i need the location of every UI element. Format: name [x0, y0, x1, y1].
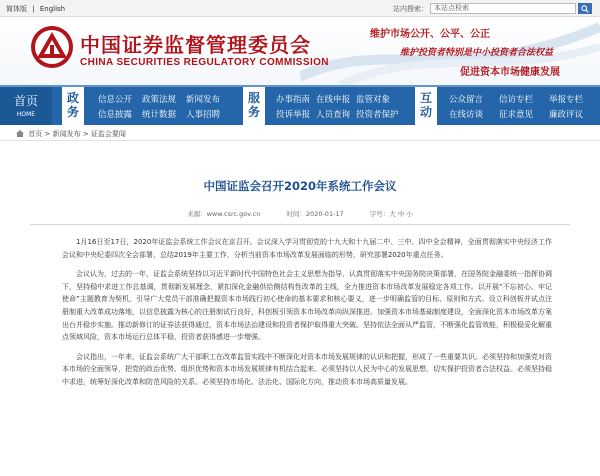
nav-link-petition[interactable]: 信访专栏 — [499, 95, 534, 105]
nav-link-news[interactable]: 新闻发布 — [186, 95, 221, 105]
nav-link-integrity[interactable]: 廉政评议 — [549, 110, 584, 120]
nav-link-policy[interactable]: 政策法规 — [142, 95, 177, 105]
search-input[interactable]: 本站点检索 — [430, 3, 576, 14]
article-paragraph: 1月16日至17日，2020年证监会系统工作会议在京召开。会议深入学习贯彻党的十九大和十九届二中、三中、四中全会精神，全面贯彻落实中央经济工作会议和中央纪委四次全会部署，总结2019年主要工作，分析当前资本市场改革发展面临的形势，研究部署2020年重点任务。 — [62, 238, 552, 259]
article-source: 来源：www.csrc.gov.cn — [187, 210, 261, 218]
main-nav — [0, 85, 600, 125]
nav-link-statistics[interactable]: 统计数据 — [142, 110, 177, 120]
top-bar — [0, 0, 600, 17]
article-paragraph: 会议认为，过去的一年，证监会系统坚持以习近平新时代中国特色社会主义思想为指导，认真贯彻落实中央国务院决策部署，在国务院金融委统一指挥协调下，坚持稳中求进工作总基调，贯彻新发展理念，紧扣深化金融供给侧结构性改革的主线，全力推进资本市场改革发展稳定各项工作。以开展“不忘初心、牢记使命”主题教育为契机，引导广大党员干部准确把握资本市场践行初心使命的基本要求和核心要义，进一步明确监管的目标、原则和方式。设立科创板并试点注册制重大改革成功落地，以信息披露为核心的注册制试行良好，科创板引领资本市场改革向纵深推进。加强资本市场基础制度建设，全面深化资本市场改革方案出台并稳步实施。推动新修订的证券法获得通过，资本市场法治建设和投资者保护取得重大突破。坚持依法全面从严监管，不断强化监管效能，积极稳妥化解重点领域风险，资本市场运行总体平稳，投资者获得感进一步增强。 — [62, 270, 552, 342]
search-icon — [581, 5, 589, 13]
article-paragraph: 会议指出，一年来，证监会系统广大干部职工在改革监管实践中不断深化对资本市场发展规律的认识和把握，形成了一些重要共识。必须坚持和加强党对资本市场的全面领导，把党的政治优势、组织优势和资本市场发展规律有机结合起来。必须坚持以人民为中心的发展思想，切实保护投资者合法权益。必须坚持稳中求进，统筹好深化改革和防范风险的关系。必须坚持市场化、法治化、国际化方向，推动资本市场高质量发展。 — [62, 352, 552, 386]
nav-link-report[interactable]: 举报专栏 — [549, 95, 584, 105]
nav-link-recruitment[interactable]: 人事招聘 — [186, 110, 221, 120]
site-header — [0, 17, 600, 85]
article-body — [62, 236, 552, 396]
lang-english-link[interactable]: English — [39, 5, 66, 13]
home-icon — [16, 130, 24, 137]
nav-group-gov — [92, 87, 242, 125]
search-label: 站内搜索： — [393, 5, 428, 13]
nav-link-guide[interactable]: 办事指南 — [276, 95, 311, 105]
article-date: 时间：2020-01-17 — [286, 210, 344, 218]
breadcrumb-trail — [16, 129, 126, 139]
nav-link-public-message[interactable]: 公众留言 — [449, 95, 484, 105]
nav-category-service: 服务 — [243, 87, 265, 125]
breadcrumb-home[interactable]: 首页 — [28, 130, 43, 138]
lang-chinese-link[interactable]: 简体版 — [6, 5, 27, 13]
slogan-line-2: 维护投资者特别是中小投资者合法权益 — [400, 48, 554, 58]
nav-link-investor-protection[interactable]: 投资者保护 — [356, 110, 399, 120]
nav-category-gov: 政务 — [62, 87, 84, 125]
org-name-english: CHINA SECURITIES REGULATORY COMMISSION — [80, 57, 329, 68]
nav-link-disclosure[interactable]: 信息披露 — [98, 110, 133, 120]
nav-home-label-en: HOME — [16, 111, 36, 118]
breadcrumb-news[interactable]: 新闻发布 — [52, 130, 81, 138]
csrc-logo-icon — [30, 25, 74, 69]
nav-link-consultation[interactable]: 征求意见 — [499, 110, 534, 120]
slogan-line-1: 维护市场公开、公平、公正 — [370, 29, 490, 40]
breadcrumb-current[interactable]: 证监会要闻 — [90, 130, 126, 138]
nav-group-service — [272, 87, 412, 125]
nav-home[interactable] — [0, 87, 52, 125]
divider — [30, 224, 570, 225]
nav-group-interact — [445, 87, 600, 125]
breadcrumb — [0, 125, 600, 141]
search-button[interactable] — [578, 3, 592, 14]
nav-link-complaint[interactable]: 投诉举报 — [276, 110, 311, 120]
nav-link-online-apply[interactable]: 在线申报 — [316, 95, 351, 105]
language-switch — [6, 4, 68, 14]
org-name-chinese: 中国证券监督管理委员会 — [80, 33, 311, 57]
breadcrumb-separator: > — [44, 130, 51, 138]
font-size-switch[interactable]: 字号：大 中 小 — [369, 210, 413, 218]
nav-link-info-public[interactable]: 信息公开 — [98, 95, 133, 105]
nav-link-interview[interactable]: 在线访谈 — [449, 110, 484, 120]
breadcrumb-separator: > — [82, 130, 89, 138]
nav-home-label: 首页 — [13, 94, 38, 108]
nav-link-regulated[interactable]: 监管对象 — [356, 95, 391, 105]
article-meta — [0, 209, 600, 218]
article-title: 中国证监会召开2020年系统工作会议 — [203, 179, 397, 193]
slogan-line-3: 促进资本市场健康发展 — [460, 67, 560, 78]
nav-category-interact: 互动 — [415, 87, 437, 125]
nav-link-personnel-query[interactable]: 人员查询 — [316, 110, 351, 120]
lang-separator: | — [32, 5, 35, 13]
